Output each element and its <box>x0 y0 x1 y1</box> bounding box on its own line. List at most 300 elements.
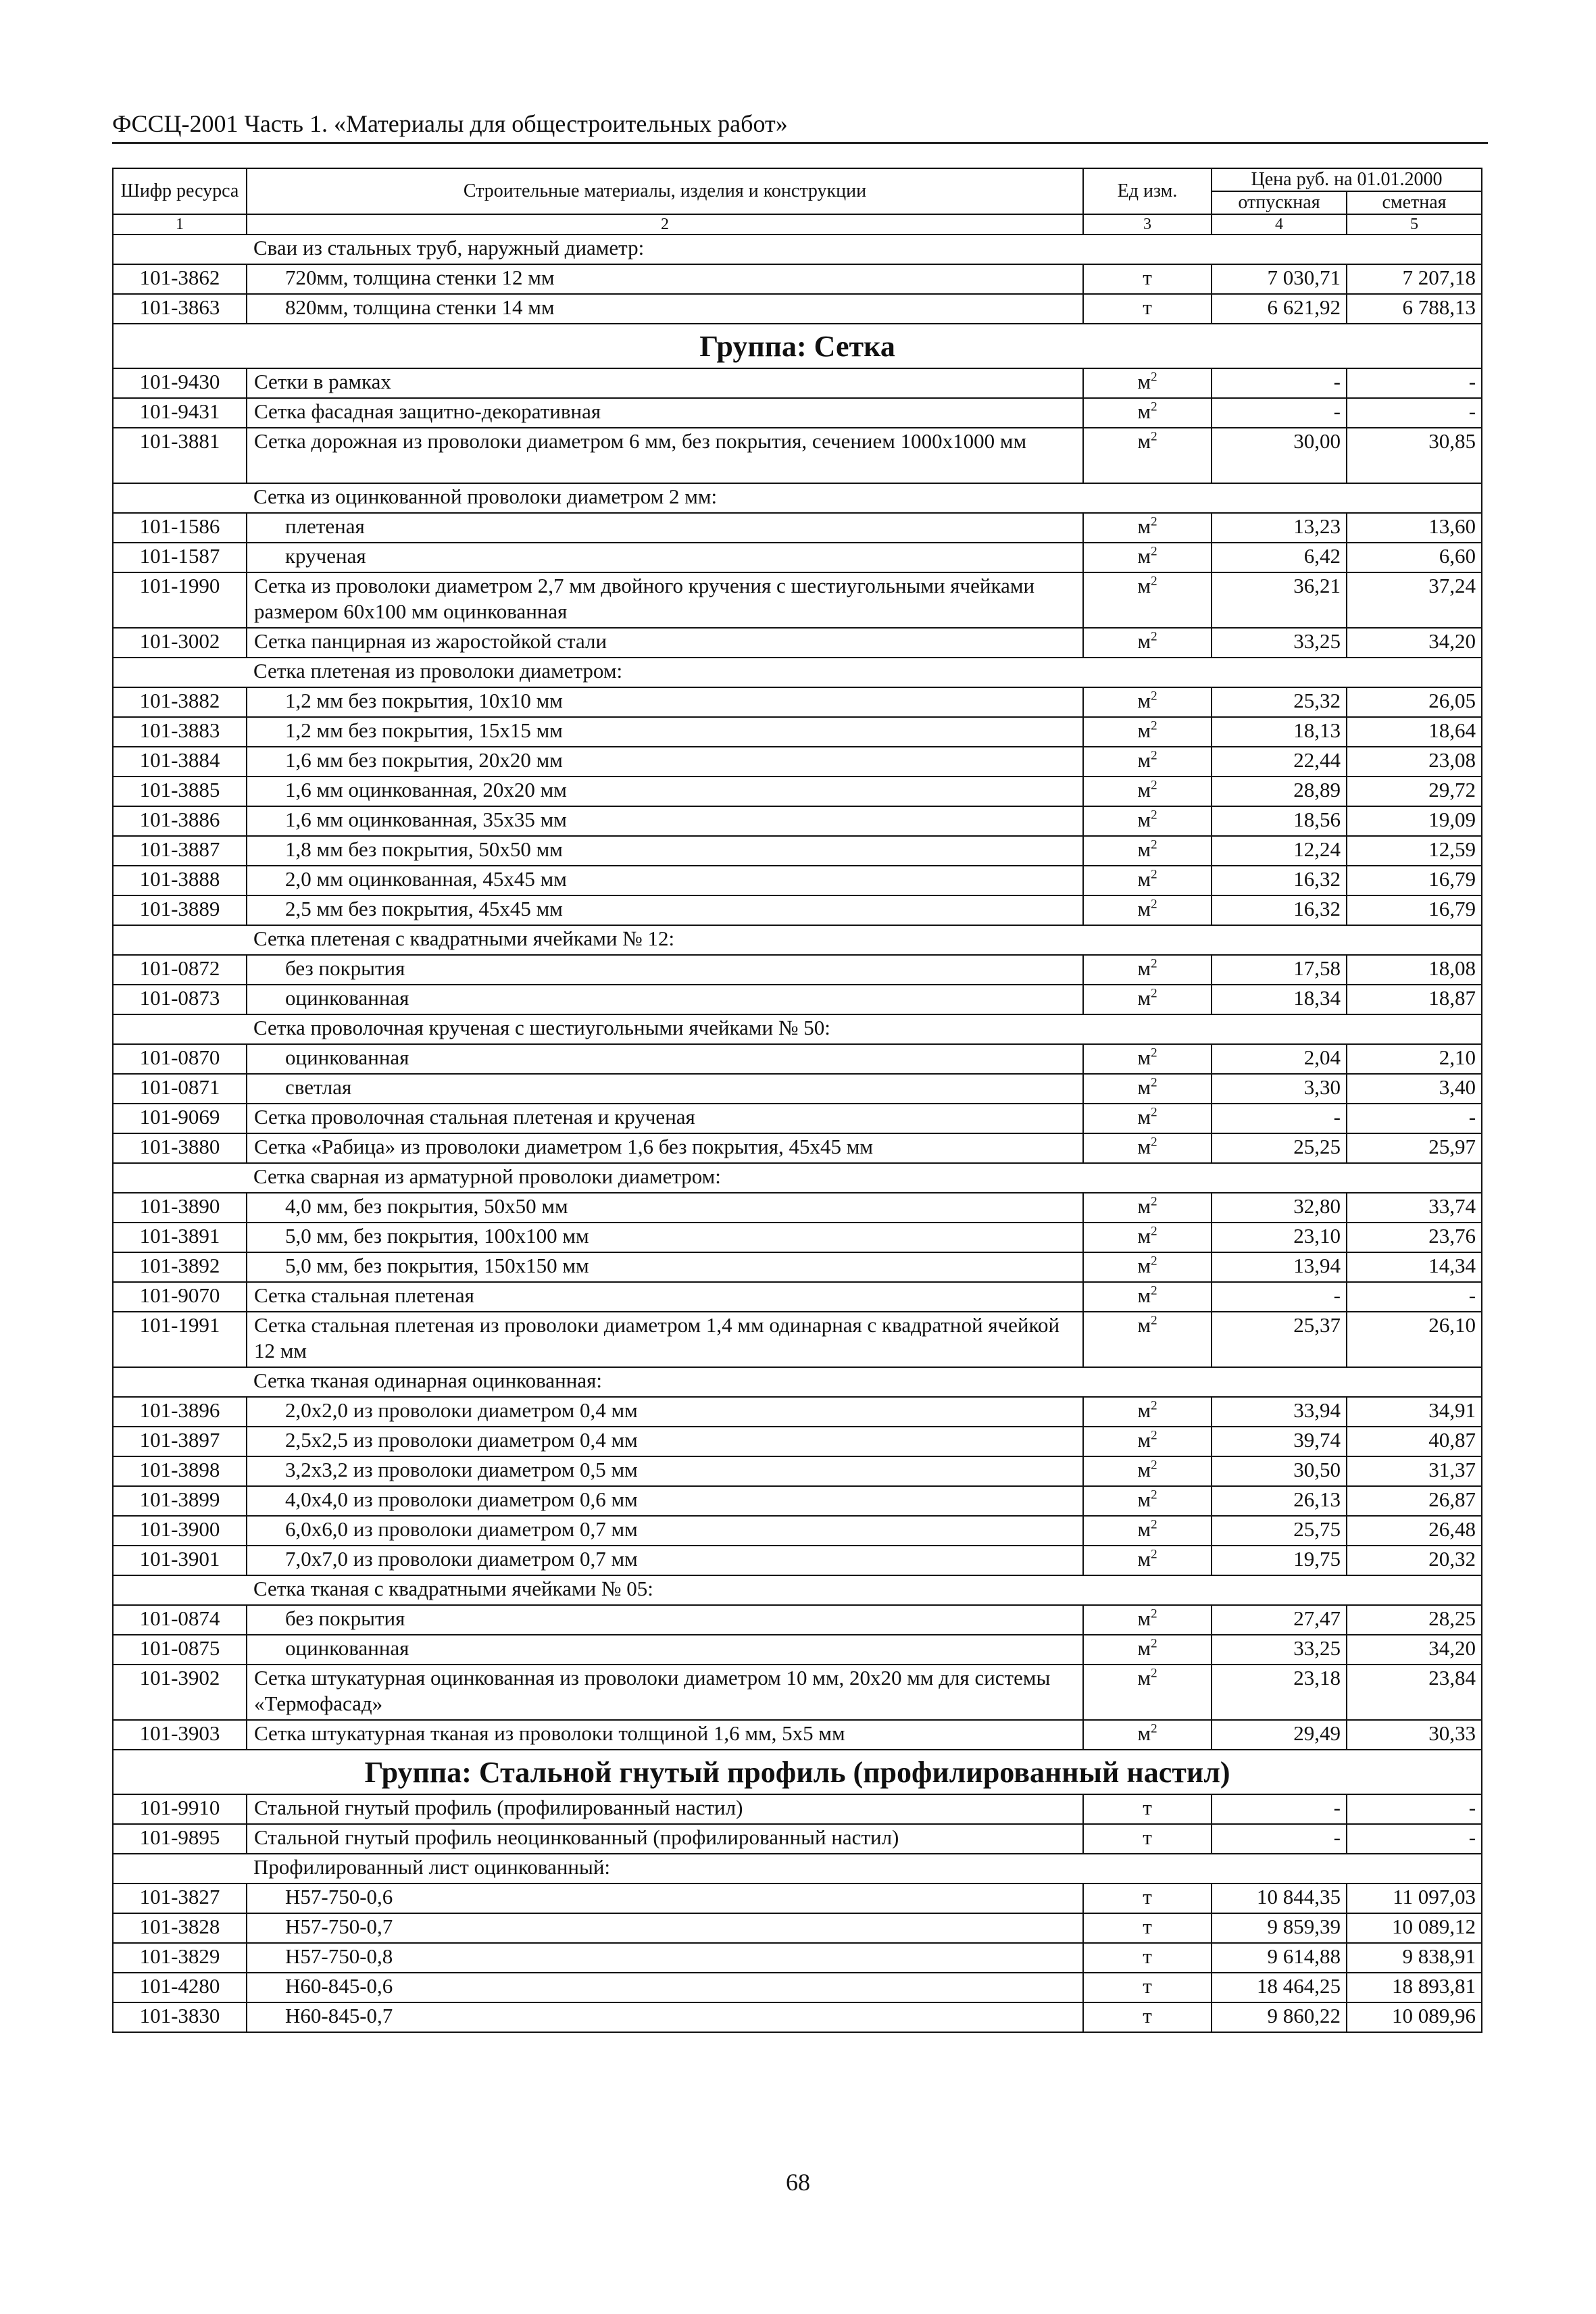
material-name: Стальной гнутый профиль (профилированный настил) <box>247 1794 1083 1824</box>
resource-code: 101-3892 <box>113 1252 247 1282</box>
unit-cell <box>1083 398 1212 428</box>
material-name: 820мм, толщина стенки 14 мм <box>247 294 1083 324</box>
unit-cell <box>1083 1397 1212 1427</box>
resource-code: 101-3898 <box>113 1456 247 1486</box>
table-row <box>113 717 1482 747</box>
col-number: 2 <box>247 214 1083 235</box>
table-row <box>113 1884 1482 1913</box>
resource-code: 101-3896 <box>113 1397 247 1427</box>
unit-text: т <box>1143 1944 1152 1968</box>
col-number: 4 <box>1212 214 1347 235</box>
col-header-release-price: отпускная <box>1212 191 1347 214</box>
table-row <box>113 687 1482 717</box>
unit-text: м <box>1137 1547 1151 1571</box>
resource-code: 101-3885 <box>113 777 247 806</box>
material-name: Сетка стальная плетеная из проволоки диаметром 1,4 мм одинарная с квадратной ячейкой 12 мм <box>247 1312 1083 1367</box>
table-row <box>113 513 1482 543</box>
estimate-price: 6 788,13 <box>1347 294 1482 324</box>
table-row <box>113 572 1482 628</box>
material-name: 4,0 мм, без покрытия, 50х50 мм <box>247 1193 1083 1223</box>
unit-text: м <box>1137 1105 1151 1129</box>
release-price: 33,94 <box>1212 1397 1347 1427</box>
resource-code: 101-1587 <box>113 543 247 572</box>
col-number: 3 <box>1083 214 1212 235</box>
estimate-price: 23,08 <box>1347 747 1482 777</box>
table-row <box>113 543 1482 572</box>
release-price: 7 030,71 <box>1212 264 1347 294</box>
unit-exponent: 2 <box>1151 629 1157 644</box>
unit-text: м <box>1137 867 1151 891</box>
estimate-price: 19,09 <box>1347 806 1482 836</box>
table-row <box>113 777 1482 806</box>
table-row <box>113 1943 1482 1973</box>
table-row <box>113 1427 1482 1456</box>
unit-cell <box>1083 1104 1212 1133</box>
table-row <box>113 1913 1482 1943</box>
unit-text: м <box>1137 1135 1151 1158</box>
unit-cell <box>1083 717 1212 747</box>
release-price: 25,75 <box>1212 1516 1347 1546</box>
estimate-price: 25,97 <box>1347 1133 1482 1163</box>
unit-cell <box>1083 264 1212 294</box>
unit-text: м <box>1137 1666 1151 1690</box>
estimate-price: 18,08 <box>1347 955 1482 985</box>
subheading-row <box>113 658 1482 687</box>
unit-cell <box>1083 806 1212 836</box>
material-name: 1,8 мм без покрытия, 50х50 мм <box>247 836 1083 866</box>
material-name: Сетка дорожная из проволоки диаметром 6 мм, без покрытия, сечением 1000х1000 мм <box>247 428 1083 483</box>
resource-code: 101-3883 <box>113 717 247 747</box>
unit-exponent: 2 <box>1151 1487 1157 1502</box>
release-price: 23,18 <box>1212 1665 1347 1720</box>
resource-code: 101-3888 <box>113 866 247 895</box>
release-price: 27,47 <box>1212 1605 1347 1635</box>
material-name: Сетка «Рабица» из проволоки диаметром 1,6 без покрытия, 45х45 мм <box>247 1133 1083 1163</box>
release-price: 18 464,25 <box>1212 1973 1347 2002</box>
resource-code: 101-1586 <box>113 513 247 543</box>
estimate-price: 34,91 <box>1347 1397 1482 1427</box>
resource-code: 101-0871 <box>113 1074 247 1104</box>
estimate-price: 26,48 <box>1347 1516 1482 1546</box>
release-price: 13,23 <box>1212 513 1347 543</box>
material-name: 1,6 мм без покрытия, 20х20 мм <box>247 747 1083 777</box>
subheading-row <box>113 925 1482 955</box>
material-name: Н57-750-0,8 <box>247 1943 1083 1973</box>
table-row <box>113 428 1482 483</box>
unit-exponent: 2 <box>1151 1135 1157 1150</box>
release-price: 28,89 <box>1212 777 1347 806</box>
estimate-price: - <box>1347 1104 1482 1133</box>
release-price: 30,50 <box>1212 1456 1347 1486</box>
estimate-price: 28,25 <box>1347 1605 1482 1635</box>
unit-text: м <box>1137 1194 1151 1218</box>
subheading-text: Сетка плетеная с квадратными ячейками № 12: <box>247 925 1482 955</box>
estimate-price: - <box>1347 1282 1482 1312</box>
unit-cell <box>1083 895 1212 925</box>
col-header-unit: Ед изм. <box>1083 168 1212 214</box>
material-name: Сетка штукатурная оцинкованная из проволоки диаметром 10 мм, 20х20 мм для системы «Термофасад» <box>247 1665 1083 1720</box>
resource-code: 101-3891 <box>113 1223 247 1252</box>
resource-code: 101-0873 <box>113 985 247 1014</box>
material-name: 2,0х2,0 из проволоки диаметром 0,4 мм <box>247 1397 1083 1427</box>
subheading-spacer <box>113 483 247 513</box>
resource-code: 101-9910 <box>113 1794 247 1824</box>
material-name: Н60-845-0,7 <box>247 2002 1083 2032</box>
material-name: светлая <box>247 1074 1083 1104</box>
unit-exponent: 2 <box>1151 867 1157 882</box>
release-price: 3,30 <box>1212 1074 1347 1104</box>
material-name: 1,2 мм без покрытия, 15х15 мм <box>247 717 1083 747</box>
unit-cell <box>1083 1720 1212 1750</box>
resource-code: 101-3880 <box>113 1133 247 1163</box>
resource-code: 101-3829 <box>113 1943 247 1973</box>
table-row <box>113 985 1482 1014</box>
table-row <box>113 368 1482 398</box>
unit-cell <box>1083 1252 1212 1282</box>
unit-text: м <box>1137 1075 1151 1099</box>
table-row <box>113 836 1482 866</box>
group-heading: Группа: Сетка <box>113 324 1482 368</box>
col-header-name: Строительные материалы, изделия и конструкции <box>247 168 1083 214</box>
subheading-text: Сетка сварная из арматурной проволоки диаметром: <box>247 1163 1482 1193</box>
unit-text: м <box>1137 956 1151 980</box>
subheading-spacer <box>113 925 247 955</box>
unit-cell <box>1083 1546 1212 1575</box>
table-row <box>113 1546 1482 1575</box>
unit-cell <box>1083 294 1212 324</box>
estimate-price: 18,87 <box>1347 985 1482 1014</box>
unit-exponent: 2 <box>1151 1313 1157 1328</box>
table-row <box>113 1044 1482 1074</box>
unit-cell <box>1083 1884 1212 1913</box>
material-name: 1,2 мм без покрытия, 10х10 мм <box>247 687 1083 717</box>
unit-text: м <box>1137 897 1151 920</box>
estimate-price: 23,76 <box>1347 1223 1482 1252</box>
unit-exponent: 2 <box>1151 1283 1157 1298</box>
unit-text: м <box>1137 1398 1151 1422</box>
col-number: 5 <box>1347 214 1482 235</box>
unit-text: м <box>1137 429 1151 453</box>
table-row <box>113 1456 1482 1486</box>
unit-cell <box>1083 777 1212 806</box>
subheading-text: Сетка из оцинкованной проволоки диаметром 2 мм: <box>247 483 1482 513</box>
subheading-spacer <box>113 1014 247 1044</box>
material-name: Н57-750-0,6 <box>247 1884 1083 1913</box>
subheading-row <box>113 483 1482 513</box>
estimate-price: 30,33 <box>1347 1720 1482 1750</box>
release-price: 23,10 <box>1212 1223 1347 1252</box>
estimate-price: 11 097,03 <box>1347 1884 1482 1913</box>
subheading-row <box>113 1163 1482 1193</box>
unit-exponent: 2 <box>1151 1636 1157 1651</box>
material-name: без покрытия <box>247 1605 1083 1635</box>
unit-text: м <box>1137 629 1151 653</box>
resource-code: 101-9430 <box>113 368 247 398</box>
material-name: оцинкованная <box>247 1635 1083 1665</box>
unit-text: м <box>1137 1313 1151 1337</box>
estimate-price: - <box>1347 1824 1482 1854</box>
subheading-text: Сваи из стальных труб, наружный диаметр: <box>247 235 1482 264</box>
resource-code: 101-1991 <box>113 1312 247 1367</box>
resource-code: 101-3890 <box>113 1193 247 1223</box>
subheading-row <box>113 1575 1482 1605</box>
release-price: 36,21 <box>1212 572 1347 628</box>
release-price: 12,24 <box>1212 836 1347 866</box>
subheading-text: Сетка плетеная из проволоки диаметром: <box>247 658 1482 687</box>
unit-cell <box>1083 1665 1212 1720</box>
table-row <box>113 1312 1482 1367</box>
material-name: 3,2х3,2 из проволоки диаметром 0,5 мм <box>247 1456 1083 1486</box>
material-name: 7,0х7,0 из проволоки диаметром 0,7 мм <box>247 1546 1083 1575</box>
material-name: Сетка штукатурная тканая из проволоки толщиной 1,6 мм, 5х5 мм <box>247 1720 1083 1750</box>
unit-cell <box>1083 1973 1212 2002</box>
table-row <box>113 1133 1482 1163</box>
table-row <box>113 264 1482 294</box>
subheading-row <box>113 1367 1482 1397</box>
col-number: 1 <box>113 214 247 235</box>
unit-cell <box>1083 1427 1212 1456</box>
table-row <box>113 2002 1482 2032</box>
table-row <box>113 1223 1482 1252</box>
unit-text: т <box>1143 1825 1152 1849</box>
release-price: 16,32 <box>1212 895 1347 925</box>
table-row <box>113 1252 1482 1282</box>
table-row <box>113 294 1482 324</box>
estimate-price: - <box>1347 368 1482 398</box>
table-row <box>113 398 1482 428</box>
subheading-spacer <box>113 1163 247 1193</box>
resource-code: 101-0874 <box>113 1605 247 1635</box>
unit-cell <box>1083 747 1212 777</box>
unit-cell <box>1083 1193 1212 1223</box>
material-name: 4,0х4,0 из проволоки диаметром 0,6 мм <box>247 1486 1083 1516</box>
table-row <box>113 628 1482 658</box>
material-name: Сетки в рамках <box>247 368 1083 398</box>
unit-exponent: 2 <box>1151 778 1157 793</box>
unit-cell <box>1083 985 1212 1014</box>
release-price: 26,13 <box>1212 1486 1347 1516</box>
unit-text: т <box>1143 1796 1152 1819</box>
material-name: Сетка фасадная защитно-декоративная <box>247 398 1083 428</box>
release-price: 9 614,88 <box>1212 1943 1347 1973</box>
release-price: - <box>1212 368 1347 398</box>
unit-exponent: 2 <box>1151 1517 1157 1532</box>
table-row <box>113 1720 1482 1750</box>
resource-code: 101-3863 <box>113 294 247 324</box>
col-header-code: Шифр ресурса <box>113 168 247 214</box>
material-name: 6,0х6,0 из проволоки диаметром 0,7 мм <box>247 1516 1083 1546</box>
estimate-price: 34,20 <box>1347 628 1482 658</box>
unit-text: м <box>1137 1254 1151 1277</box>
unit-cell <box>1083 1605 1212 1635</box>
estimate-price: 18 893,81 <box>1347 1973 1482 2002</box>
resource-code: 101-3002 <box>113 628 247 658</box>
material-name: 2,0 мм оцинкованная, 45х45 мм <box>247 866 1083 895</box>
unit-text: м <box>1137 1721 1151 1745</box>
unit-text: м <box>1137 514 1151 538</box>
unit-text: м <box>1137 370 1151 393</box>
unit-exponent: 2 <box>1151 1606 1157 1621</box>
unit-exponent: 2 <box>1151 1547 1157 1562</box>
release-price: 33,25 <box>1212 628 1347 658</box>
table-body <box>113 235 1482 2032</box>
table-row <box>113 1824 1482 1854</box>
resource-code: 101-3900 <box>113 1516 247 1546</box>
subheading-text: Сетка тканая одинарная оцинкованная: <box>247 1367 1482 1397</box>
release-price: - <box>1212 1282 1347 1312</box>
unit-text: м <box>1137 1224 1151 1248</box>
estimate-price: - <box>1347 1794 1482 1824</box>
unit-cell <box>1083 1794 1212 1824</box>
resource-code: 101-3901 <box>113 1546 247 1575</box>
unit-text: м <box>1137 1045 1151 1069</box>
release-price: 25,37 <box>1212 1312 1347 1367</box>
estimate-price: 23,84 <box>1347 1665 1482 1720</box>
unit-text: м <box>1137 399 1151 423</box>
unit-text: т <box>1143 1915 1152 1938</box>
unit-cell <box>1083 1312 1212 1367</box>
unit-cell <box>1083 1943 1212 1973</box>
release-price: 19,75 <box>1212 1546 1347 1575</box>
release-price: 16,32 <box>1212 866 1347 895</box>
release-price: 2,04 <box>1212 1044 1347 1074</box>
estimate-price: 6,60 <box>1347 543 1482 572</box>
resource-code: 101-3828 <box>113 1913 247 1943</box>
material-name: 1,6 мм оцинкованная, 35х35 мм <box>247 806 1083 836</box>
unit-exponent: 2 <box>1151 544 1157 559</box>
release-price: 33,25 <box>1212 1635 1347 1665</box>
subheading-text: Профилированный лист оцинкованный: <box>247 1854 1482 1884</box>
resource-code: 101-0872 <box>113 955 247 985</box>
estimate-price: 14,34 <box>1347 1252 1482 1282</box>
unit-text: м <box>1137 574 1151 597</box>
resource-code: 101-9431 <box>113 398 247 428</box>
release-price: 6,42 <box>1212 543 1347 572</box>
resource-code: 101-3902 <box>113 1665 247 1720</box>
release-price: 6 621,92 <box>1212 294 1347 324</box>
unit-cell <box>1083 1282 1212 1312</box>
unit-exponent: 2 <box>1151 808 1157 822</box>
unit-text: м <box>1137 1428 1151 1452</box>
unit-text: м <box>1137 1636 1151 1660</box>
table-row <box>113 747 1482 777</box>
subheading-spacer <box>113 235 247 264</box>
estimate-price: 13,60 <box>1347 513 1482 543</box>
unit-cell <box>1083 543 1212 572</box>
estimate-price: 16,79 <box>1347 866 1482 895</box>
estimate-price: 10 089,96 <box>1347 2002 1482 2032</box>
resource-code: 101-0875 <box>113 1635 247 1665</box>
unit-text: м <box>1137 1517 1151 1541</box>
unit-text: м <box>1137 1458 1151 1481</box>
estimate-price: 16,79 <box>1347 895 1482 925</box>
estimate-price: 2,10 <box>1347 1044 1482 1074</box>
unit-cell <box>1083 1456 1212 1486</box>
release-price: - <box>1212 1104 1347 1133</box>
price-table-container <box>112 168 1481 2033</box>
group-heading-row <box>113 324 1482 368</box>
resource-code: 101-3862 <box>113 264 247 294</box>
estimate-price: 34,20 <box>1347 1635 1482 1665</box>
table-row <box>113 955 1482 985</box>
material-name: Стальной гнутый профиль неоцинкованный (профилированный настил) <box>247 1824 1083 1854</box>
table-row <box>113 1104 1482 1133</box>
release-price: 39,74 <box>1212 1427 1347 1456</box>
unit-text: м <box>1137 748 1151 772</box>
resource-code: 101-3881 <box>113 428 247 483</box>
unit-cell <box>1083 1913 1212 1943</box>
material-name: плетеная <box>247 513 1083 543</box>
estimate-price: 3,40 <box>1347 1074 1482 1104</box>
price-table <box>112 168 1482 2033</box>
unit-cell <box>1083 866 1212 895</box>
resource-code: 101-3899 <box>113 1486 247 1516</box>
col-header-price: Цена руб. на 01.01.2000 <box>1212 168 1482 191</box>
release-price: 9 860,22 <box>1212 2002 1347 2032</box>
unit-cell <box>1083 955 1212 985</box>
unit-exponent: 2 <box>1151 748 1157 763</box>
material-name: 5,0 мм, без покрытия, 100х100 мм <box>247 1223 1083 1252</box>
estimate-price: - <box>1347 398 1482 428</box>
release-price: - <box>1212 1824 1347 1854</box>
unit-exponent: 2 <box>1151 1045 1157 1060</box>
resource-code: 101-3830 <box>113 2002 247 2032</box>
subheading-spacer <box>113 1367 247 1397</box>
unit-cell <box>1083 513 1212 543</box>
resource-code: 101-9070 <box>113 1282 247 1312</box>
release-price: 17,58 <box>1212 955 1347 985</box>
material-name: Сетка из проволоки диаметром 2,7 мм двойного кручения с шестиугольными ячейками размером 60х100 мм оцинкованная <box>247 572 1083 628</box>
unit-exponent: 2 <box>1151 370 1157 385</box>
table-row <box>113 1973 1482 2002</box>
release-price: 25,25 <box>1212 1133 1347 1163</box>
material-name: 1,6 мм оцинкованная, 20х20 мм <box>247 777 1083 806</box>
resource-code: 101-4280 <box>113 1973 247 2002</box>
unit-cell <box>1083 1635 1212 1665</box>
material-name: Н57-750-0,7 <box>247 1913 1083 1943</box>
estimate-price: 33,74 <box>1347 1193 1482 1223</box>
release-price: - <box>1212 398 1347 428</box>
group-heading-row <box>113 1750 1482 1794</box>
unit-exponent: 2 <box>1151 1224 1157 1239</box>
unit-cell <box>1083 1133 1212 1163</box>
unit-exponent: 2 <box>1151 1194 1157 1209</box>
material-name: Сетка проволочная стальная плетеная и крученая <box>247 1104 1083 1133</box>
subheading-spacer <box>113 1854 247 1884</box>
unit-exponent: 2 <box>1151 897 1157 912</box>
unit-exponent: 2 <box>1151 1105 1157 1120</box>
material-name: крученая <box>247 543 1083 572</box>
table-row <box>113 1635 1482 1665</box>
estimate-price: 30,85 <box>1347 428 1482 483</box>
subheading-row <box>113 1854 1482 1884</box>
estimate-price: 9 838,91 <box>1347 1943 1482 1973</box>
material-name: Сетка панцирная из жаростойкой стали <box>247 628 1083 658</box>
table-row <box>113 806 1482 836</box>
estimate-price: 18,64 <box>1347 717 1482 747</box>
unit-cell <box>1083 428 1212 483</box>
material-name: Н60-845-0,6 <box>247 1973 1083 2002</box>
unit-cell <box>1083 1223 1212 1252</box>
unit-exponent: 2 <box>1151 718 1157 733</box>
unit-exponent: 2 <box>1151 1428 1157 1443</box>
estimate-price: 26,05 <box>1347 687 1482 717</box>
estimate-price: 37,24 <box>1347 572 1482 628</box>
resource-code: 101-9069 <box>113 1104 247 1133</box>
subheading-spacer <box>113 1575 247 1605</box>
unit-exponent: 2 <box>1151 1398 1157 1413</box>
release-price: 32,80 <box>1212 1193 1347 1223</box>
